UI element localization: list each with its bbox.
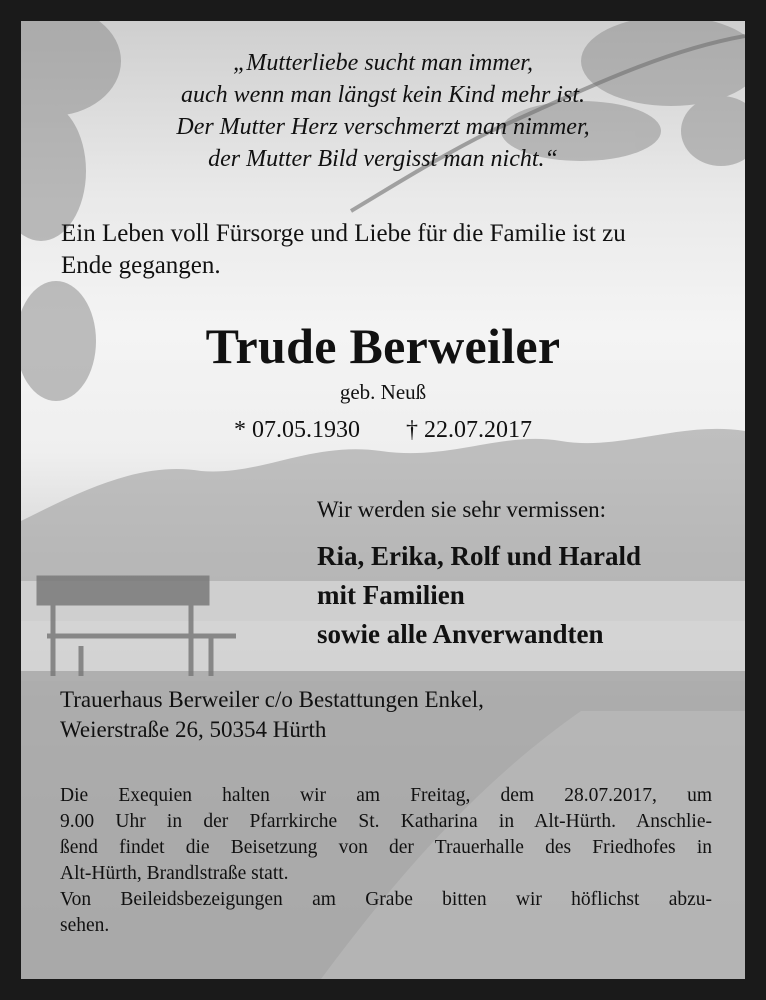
intro-line: Ende gegangen. — [61, 252, 221, 279]
birth-name: geb. Neuß — [339, 380, 427, 404]
death-date: † 22.07.2017 — [406, 417, 532, 443]
quote-line: auch wenn man längst kein Kind mehr ist. — [181, 82, 585, 108]
details-line: 9.00 Uhr in der Pfarrkirche St. Katharina in Alt-Hürth. Anschlie- — [60, 811, 712, 832]
details-line: ßend findet die Beisetzung von der Trauerhalle des Friedhofes in — [60, 837, 712, 858]
details-line: Die Exequien halten wir am Freitag, dem 28.07.2017, um — [60, 785, 712, 806]
details-line: Alt-Hürth, Brandlstraße statt. — [60, 863, 289, 884]
mourner-line: Ria, Erika, Rolf und Harald — [317, 541, 642, 571]
address-line: Trauerhaus Berweiler c/o Bestattungen Enkel, — [60, 687, 484, 712]
quote-line: Der Mutter Herz verschmerzt man nimmer, — [176, 114, 590, 140]
quote-block — [21, 47, 745, 175]
details-line: Von Beileidsbezeigungen am Grabe bitten wir höflichst abzu- — [60, 889, 712, 910]
mourners-list — [317, 537, 737, 654]
birth-date: * 07.05.1930 — [234, 417, 360, 443]
notice-panel — [21, 21, 745, 979]
funeral-details — [60, 783, 712, 939]
quote-line: „Mutterliebe sucht man immer, — [233, 50, 533, 76]
life-dates — [21, 417, 745, 444]
details-line: sehen. — [60, 915, 110, 936]
deceased-name: Trude Berweiler — [205, 318, 561, 374]
mourning-house-address — [60, 685, 720, 745]
intro-text — [61, 218, 721, 282]
quote-line: der Mutter Bild vergisst man nicht.“ — [208, 146, 558, 172]
mourner-line: mit Familien — [317, 580, 465, 610]
intro-line: Ein Leben voll Fürsorge und Liebe für die Familie ist zu — [61, 220, 626, 247]
mourner-line: sowie alle Anverwandten — [317, 619, 604, 649]
mourners-intro: Wir werden sie sehr vermissen: — [317, 497, 607, 522]
address-line: Weierstraße 26, 50354 Hürth — [60, 717, 327, 742]
